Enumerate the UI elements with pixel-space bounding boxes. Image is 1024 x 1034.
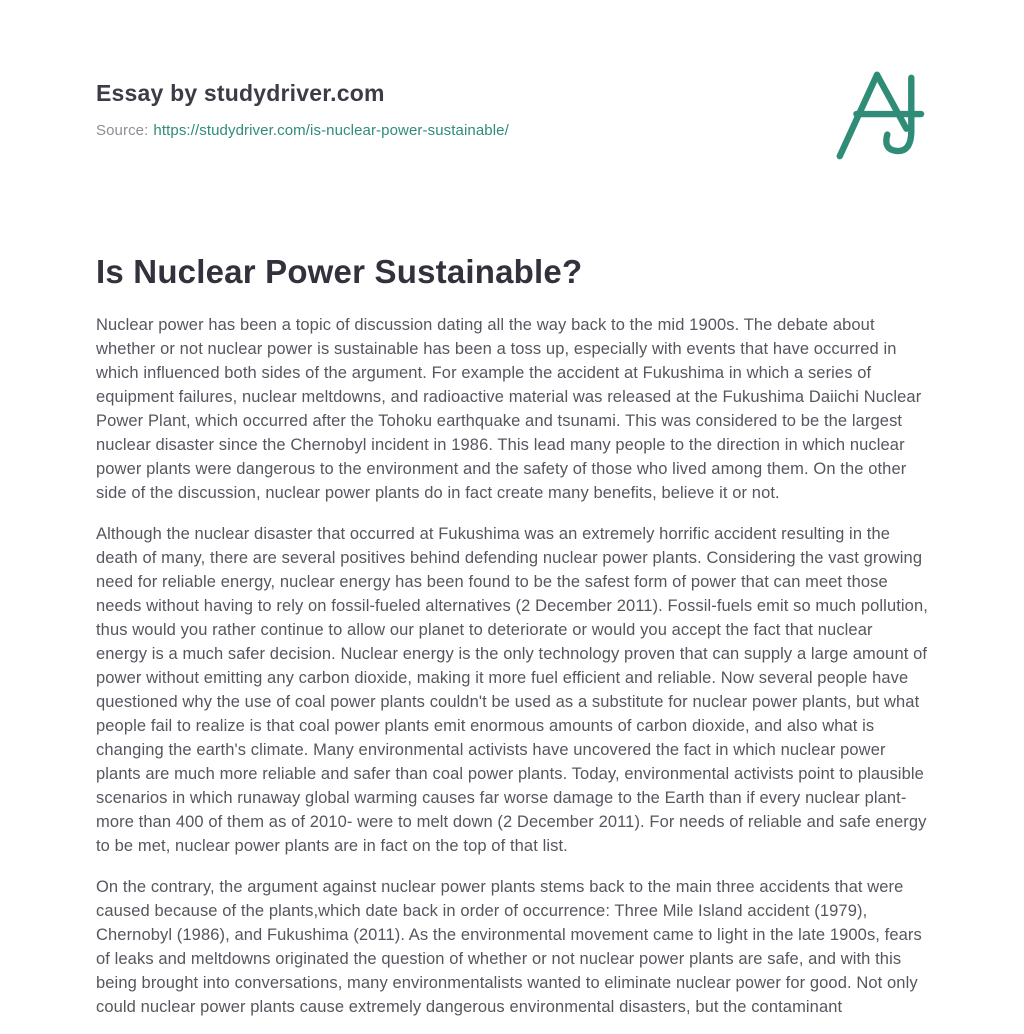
essay-byline: Essay by studydriver.com	[96, 80, 385, 106]
essay-paragraph-3: On the contrary, the argument against nuclear power plants stems back to the main three accidents that were caused because of the plants,which date back in order of occurrence: Three Mile Island accident (1979), Chernobyl (1986), and Fukushima (2011). As the environmental movement came to light in the late 1900s, fears of leaks and meltdowns originated the question of whether or not nuclear power plants are safe, and with this being brought into conversations, many environmentalists wanted to eliminate nuclear power for good. Not only could nuclear power plants cause extremely dangerous environmental disasters, but the contaminant	[96, 878, 922, 1016]
essay-body	[96, 313, 928, 1019]
source-row	[96, 122, 928, 139]
essay-paragraph-1: Nuclear power has been a topic of discussion dating all the way back to the mid 1900s. The debate about whether or not nuclear power is sustainable has been a toss up, especially with events that have occurred in which influenced both sides of the argument. For example the accident at Fukushima in which a series of equipment failures, nuclear meltdowns, and radioactive material was released at the Fukushima Daiichi Nuclear Power Plant, which occurred after the Tohoku earthquake and tsunami. This was considered to be the largest nuclear disaster since the Chernobyl incident in 1986. This lead many people to the direction in which nuclear power plants were dangerous to the environment and the safety of those who lived among them. On the other side of the discussion, nuclear power plants do in fact create many benefits, believe it or not.	[96, 316, 922, 502]
source-label: Source:	[96, 122, 149, 139]
source-link[interactable]: https://studydriver.com/is-nuclear-power-sustainable/	[153, 122, 509, 139]
studydriver-logo	[826, 66, 928, 164]
aj-monogram-icon	[826, 66, 928, 164]
essay-paragraph-2: Although the nuclear disaster that occurred at Fukushima was an extremely horrific accident resulting in the death of many, there are several positives behind defending nuclear power plants. Considering the vast growing need for reliable energy, nuclear energy has been found to be the safest form of power that can meet those needs without having to rely on fossil-fueled alternatives (2 December 2011). Fossil-fuels emit so much pollution, thus would you rather continue to allow our planet to deteriorate or would you accept the fact that nuclear energy is a much safer decision. Nuclear energy is the only technology proven that can supply a large amount of power without emitting any carbon dioxide, making it more fuel efficient and reliable. Now several people have questioned why the use of coal power plants couldn't be used as a substitute for nuclear power plants, but what people fail to realize is that coal power plants emit enormous amounts of carbon dioxide, and also what is changing the earth's climate. Many environmental activists have uncovered the fact in which nuclear power plants are much more reliable and safer than coal power plants. Today, environmental activists point to plausible scenarios in which runaway global warming causes far worse damage to the Earth than if every nuclear plant- more than 400 of them as of 2010- were to melt down (2 December 2011). For needs of reliable and safe energy to be met, nuclear power plants are in fact on the top of that list.	[96, 525, 928, 855]
essay-title: Is Nuclear Power Sustainable?	[96, 253, 583, 290]
